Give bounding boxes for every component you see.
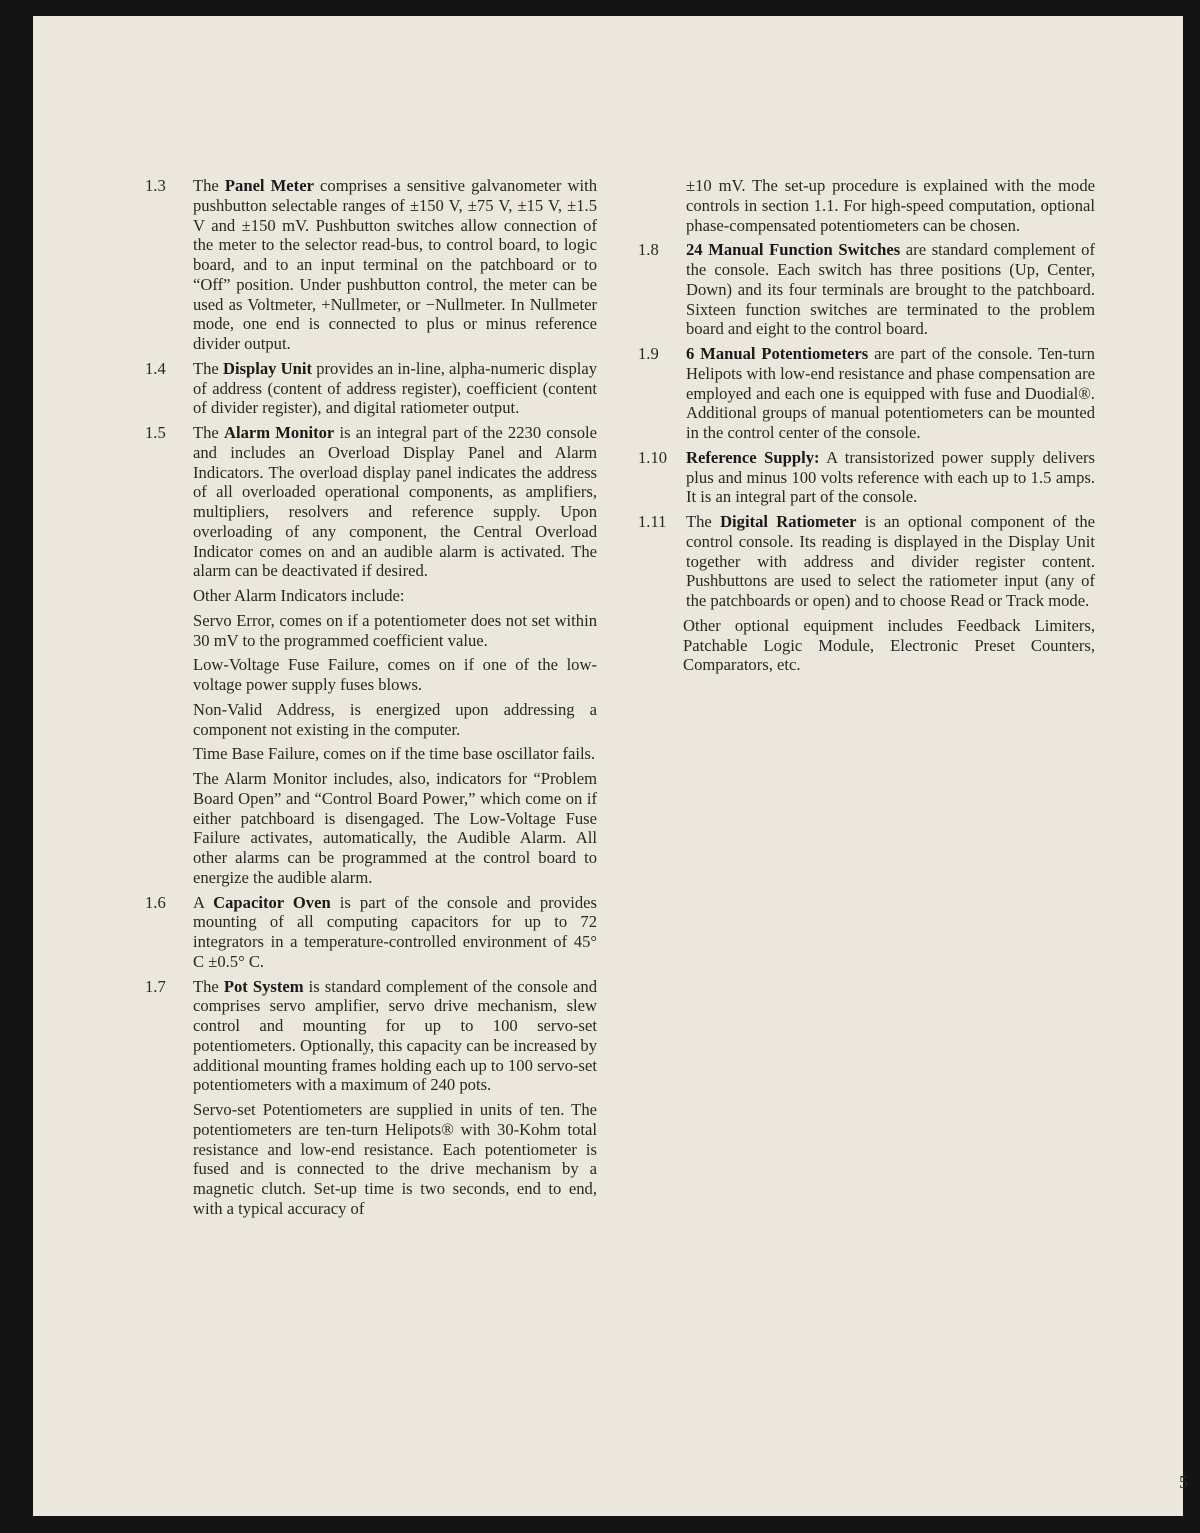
- section-item: [638, 344, 1095, 443]
- section-item: [145, 893, 597, 972]
- text-run: comprises a sensitive galvanometer with pushbutton selectable ranges of ±150 V, ±75 V, ±15 V, ±1.5 V and ±150 mV. Pushbutton switches allow connection of the meter to the selector read-bus, to control board, to logic board, and to an input terminal on the patchboard or to “Off” position. Under pushbutton control, the meter can be used as Voltmeter, +Nullmeter, or −Nullmeter. In Nullmeter mode, one end is connected to plus or minus reference divider output.: [193, 176, 597, 353]
- bold-term: Display Unit: [223, 358, 313, 378]
- text-run: Other Alarm Indicators include:: [193, 586, 405, 605]
- text-run: The: [193, 176, 225, 195]
- bold-term: Pot System: [223, 976, 304, 996]
- text-run: Time Base Failure, comes on if the time base oscillator fails.: [193, 744, 596, 764]
- section-number: 1.10: [638, 447, 668, 467]
- page-number: 5: [1179, 1472, 1188, 1492]
- text-run: are part of the console. Ten-turn Helipots with low-end resistance and phase compensation are employed and each one is equipped with fuse and Duodial®. Additional groups of manual potentiometers can be mounted in the control center of the console.: [686, 344, 1095, 442]
- paragraph: [686, 512, 1095, 611]
- bold-term: Panel Meter: [224, 176, 314, 195]
- bold-term: 6 Manual Potentiometers: [686, 344, 869, 363]
- text-run: is standard complement of the console and comprises servo amplifier, servo drive mechanism, slew control and mounting for up to 100 servo-set potentiometers. Optionally, this capacity can be increased by additional mounting frames holding each up to 100 servo-set potentiometers with a maximum of 240 pots.: [193, 976, 597, 1095]
- text-run: A: [193, 892, 214, 912]
- section-item: [638, 512, 1095, 611]
- paragraph: [686, 448, 1095, 507]
- paragraph: [193, 1100, 597, 1219]
- section-number: 1.8: [638, 240, 659, 260]
- text-run: The: [193, 423, 224, 442]
- text-run: The: [686, 512, 721, 531]
- paragraph: [686, 176, 1095, 235]
- paragraph: [193, 977, 597, 1096]
- section-item: [145, 359, 597, 418]
- section-number: 1.3: [145, 176, 166, 195]
- paragraph: [193, 769, 597, 888]
- bold-term: Reference Supply:: [686, 447, 820, 467]
- bold-term: Digital Ratiometer: [720, 512, 857, 531]
- text-run: are standard complement of the console. Each switch has three positions (Up, Center, Down) and its four terminals are brought to the patchboard. Sixteen function switches are terminated to the problem board and eight to the control board.: [686, 240, 1095, 339]
- section-item: [638, 448, 1095, 507]
- section-number: 1.4: [145, 358, 166, 378]
- paragraph: [193, 744, 597, 764]
- section-item: [638, 176, 1095, 235]
- section-number: 1.7: [145, 976, 166, 996]
- section-number: 1.6: [145, 892, 166, 912]
- text-run: is an integral part of the 2230 console and includes an Overload Display Panel and Alarm Indicators. The overload display panel indicates the address of all overloaded operational components, as amplifiers, multipliers, resolvers and reference supply. Upon overloading of any component, the Central Overload Indicator comes on and an audible alarm is activated. The alarm can be deactivated if desired.: [193, 423, 597, 581]
- paragraph: [193, 611, 597, 651]
- left-column: [145, 176, 597, 1224]
- text-run: The: [193, 976, 224, 996]
- bold-term: Capacitor Oven: [213, 892, 331, 912]
- section-item: [638, 616, 1095, 675]
- section-item: [638, 240, 1095, 339]
- paragraph: [193, 893, 597, 972]
- text-run: The: [193, 358, 223, 378]
- section-item: [145, 423, 597, 888]
- text-run: Servo-set Potentiometers are supplied in units of ten. The potentiometers are ten-turn Helipots® with 30-Kohm total resistance and low-end resistance. Each potentiometer is fused and is connected to the drive mechanism by a magnetic clutch. Set-up time is two seconds, end to end, with a typical accuracy of: [193, 1100, 597, 1218]
- bold-term: Alarm Monitor: [224, 423, 335, 442]
- section-number: 1.9: [638, 344, 659, 363]
- text-run: provides an in-line, alpha-numeric display of address (content of address register), coefficient (content of divider register), and digital ratiometer output.: [193, 358, 598, 418]
- paragraph: [683, 616, 1095, 675]
- paragraph: [193, 655, 597, 695]
- paragraph: [193, 586, 597, 606]
- text-run: is part of the console and provides mounting of all computing capacitors for up to 72 integrators in a temperature-controlled environment of 45° C ±0.5° C.: [193, 892, 597, 971]
- section-item: [145, 977, 597, 1219]
- paragraph: [193, 176, 597, 354]
- text-run: ±10 mV. The set-up procedure is explained with the mode controls in section 1.1. For high-speed computation, optional phase-compensated potentiometers can be chosen.: [686, 176, 1095, 235]
- text-run: Non-Valid Address, is energized upon addressing a component not existing in the computer.: [193, 699, 597, 739]
- right-column: [638, 176, 1095, 680]
- paragraph: [686, 240, 1095, 339]
- paragraph: [686, 344, 1095, 443]
- text-run: A transistorized power supply delivers plus and minus 100 volts reference with each up to 1.5 amps. It is an integral part of the console.: [686, 447, 1095, 507]
- text-run: Other optional equipment includes Feedback Limiters, Patchable Logic Module, Electronic Preset Counters, Comparators, etc.: [683, 615, 1095, 675]
- section-number: 1.11: [638, 512, 667, 531]
- paragraph: [193, 359, 597, 418]
- section-number: 1.5: [145, 423, 166, 442]
- text-run: is an optional component of the control console. Its reading is displayed in the Display Unit together with address and divider register content. Pushbuttons are used to select the ratiometer input (any of the patchboards or open) and to choose Read or Track mode.: [686, 512, 1095, 610]
- text-run: Servo Error, comes on if a potentiometer does not set within 30 mV to the programmed coefficient value.: [193, 610, 597, 650]
- text-run: The Alarm Monitor includes, also, indicators for “Problem Board Open” and “Control Board Power,” which come on if either patchboard is disengaged. The Low-Voltage Fuse Failure activates, automatically, the Audible Alarm. All other alarms can be programmed at the control board to energize the audible alarm.: [193, 769, 597, 887]
- page: [33, 16, 1188, 1516]
- bold-term: 24 Manual Function Switches: [686, 240, 901, 260]
- text-run: Low-Voltage Fuse Failure, comes on if one of the low-voltage power supply fuses blows.: [193, 655, 597, 694]
- section-item: [145, 176, 597, 354]
- paragraph: [193, 423, 597, 581]
- paragraph: [193, 700, 597, 740]
